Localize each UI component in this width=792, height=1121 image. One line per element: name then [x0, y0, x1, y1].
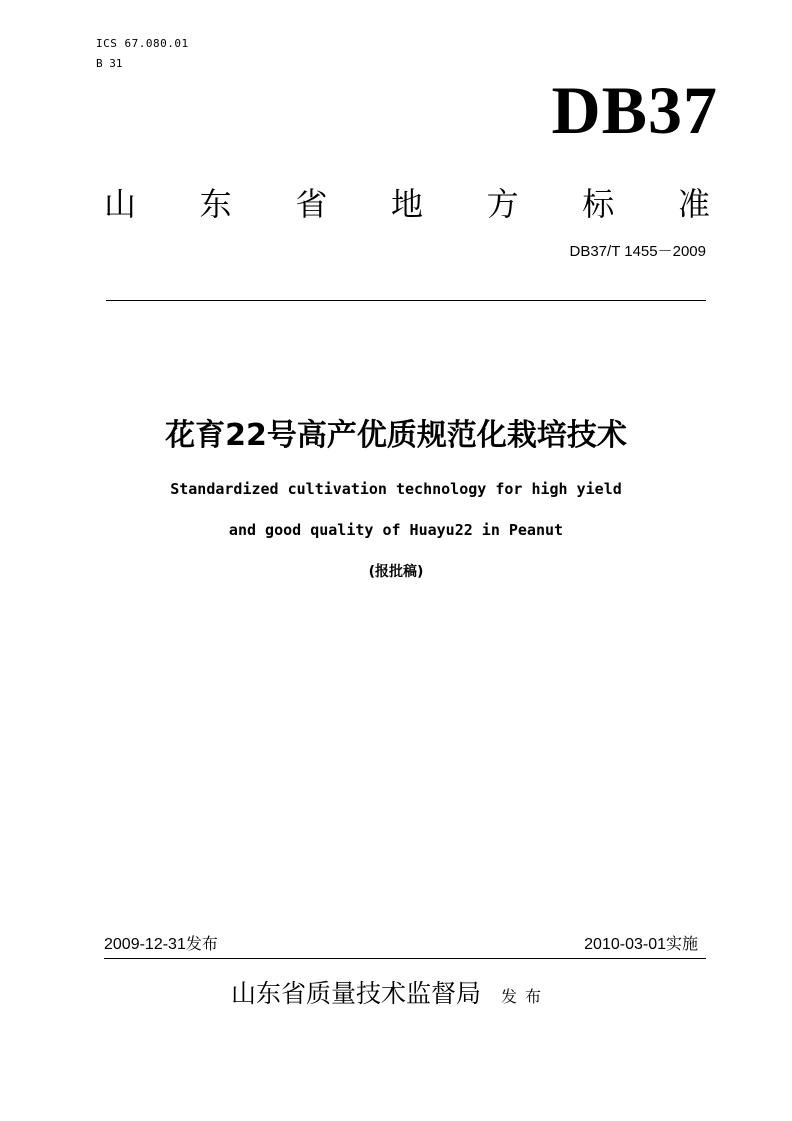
top-divider: [106, 300, 706, 301]
authority-name: 山东省质量技术监督局: [231, 979, 482, 1008]
implementation-date: 2010-03-01实施: [584, 936, 698, 953]
standard-type-char: 东: [199, 185, 232, 223]
bottom-divider: [104, 958, 706, 959]
standard-type-char: 省: [295, 185, 328, 223]
title-english-line1: Standardized cultivation technology for high yield: [170, 480, 622, 498]
db-logo: DB37: [551, 72, 718, 148]
ccs-code: B 31: [96, 57, 123, 70]
standard-type-char: 方: [486, 185, 519, 223]
ics-code: ICS 67.080.01: [96, 37, 189, 50]
standard-type-char: 准: [677, 185, 710, 223]
title-english-line2: and good quality of Huayu22 in Peanut: [228, 521, 564, 539]
authority-action: 发布: [501, 987, 550, 1006]
issuing-authority: [231, 976, 549, 1012]
title-chinese: 花育22号高产优质规范化栽培技术: [165, 418, 627, 453]
draft-status: (报批稿): [368, 564, 424, 580]
standard-number: DB37/T 1455－2009: [569, 243, 706, 260]
standard-type-char: 标: [582, 185, 615, 223]
issue-date: 2009-12-31发布: [104, 936, 218, 953]
standard-type: [104, 182, 710, 226]
standard-type-char: 地: [390, 185, 423, 223]
standard-type-char: 山: [104, 185, 137, 223]
